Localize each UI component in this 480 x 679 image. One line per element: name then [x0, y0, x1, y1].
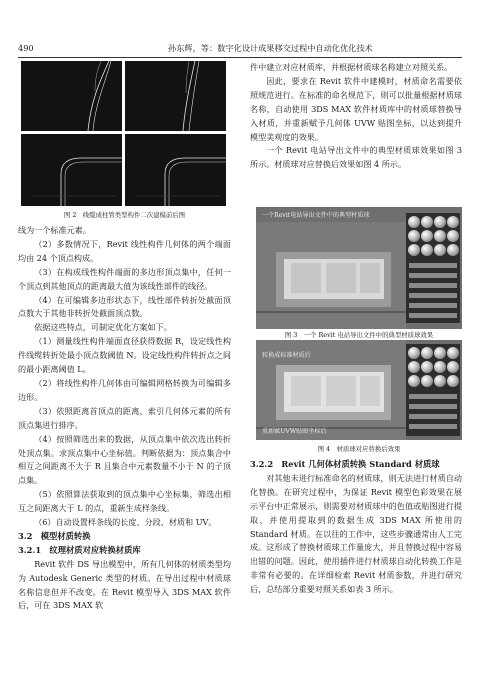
figure-4-overlay-label-top: 转换成标准材质后 [262, 352, 311, 359]
subsection-heading: 3.2.2 Revit 几何体材质转换 Standard 材质球 [250, 459, 440, 469]
right-column-bottom [250, 458, 462, 597]
figure-4-overlay-label-bottom: 重新赋UVW贴图坐标后 [262, 428, 327, 435]
left-column [18, 224, 231, 613]
figure-2-caption: 图 2 线缆成柱管类型构件二次建模前后图 [63, 211, 186, 219]
material-editor-panel [406, 213, 460, 323]
paragraph: （3）依照距离首顶点的距离，索引几何体元素的所有顶点集进行排序。 [18, 405, 231, 430]
header-rule [18, 57, 462, 58]
paragraph: （3）在构成线性构件端面的多边形顶点集中，任何一个顶点到其他顶点的距离最大值为该线性部件的线径。 [18, 266, 231, 291]
section-heading: 3.2 模型材质转换 [18, 530, 91, 541]
paragraph: （2）将线性构件几何体由可编辑网格转换为可编辑多边形。 [18, 377, 231, 402]
paragraph: 对其他未进行标准命名的材质球，则无法进行材质自动化替换。在研究过程中，为保证 Revit 模型色彩效果在展示平台中正常展示，则需要对材质球中的色值或贴图进行提取，并使用提取到的数据生成 3DS MAX 所使用的 Standard 材质。在以往的工作中，这些步骤通常由人工完成。这形成了替换材质球工作量庞大，并且替换过程中容易出错的问题。因此，使用插件进行材质球自动化转换工作是非常有必要的。在详细检索 Revit 材质参数，并进行研究后，总结部分重要对照关系如表 3 所示。 [250, 472, 462, 595]
material-editor-panel [406, 344, 460, 436]
paragraph: （6）自动设置样条线的长度、分段、材质和 UV。 [34, 517, 217, 528]
paragraph: 件中建立对应材质库，并根据材质球名称建立对照关系。 [250, 62, 453, 72]
figure-4-caption: 图 4 材质球对应替换后效果 [317, 445, 401, 453]
paragraph: 因此，要求在 Revit 软件中建模时，材质命名需要依照规范进行。在标准的命名规范下，则可以批量根据材质球名称，自动使用 3DS MAX 软件材质库中的材质球替换导入材质，并重新赋予几何体 UVW 贴图坐标，以达到提升模型美观度的效果。 [250, 75, 462, 142]
paragraph: （4）在可编辑多边形状态下，线性部件转折处截面顶点数大于其他非转折处截面顶点数。 [18, 294, 231, 319]
page-number: 490 [18, 43, 34, 53]
paragraph: Revit 软件 DS 导出模型中，所有几何体的材质类型均为 Autodesk Generic 类型的材质。在导出过程中材质球名称信息但并不改变。在 Revit 模型导入 3DS MAX 软件后，可在 3DS MAX 软 [18, 558, 231, 611]
paragraph: 线为一个标准元素。 [18, 225, 91, 235]
figure-2-panel-after-bottom [125, 134, 226, 206]
figure-2-panel-before-top [21, 61, 122, 131]
paragraph: 依据这些特点，可制定优化方案如下。 [34, 322, 172, 333]
subsection-heading: 3.2.1 纹理材质对应转换材质库 [18, 544, 141, 555]
figure-4-image [256, 340, 462, 440]
paragraph: （2）多数情况下，Revit 线性构件几何体的两个端面均由 24 个顶点构成。 [18, 238, 231, 263]
paragraph: 一个 Revit 电站导出文件中的典型材质球效果如图 3 所示。材质球对应替换后效果如图 4 所示。 [250, 145, 462, 170]
figure-3-image [256, 207, 462, 329]
running-title: 孙东辉，等：数字化设计成果移交过程中自动化优化技术 [168, 43, 373, 53]
figure-3-caption: 图 3 一个 Revit 电站导出文件中的典型材质球效果 [284, 331, 434, 339]
figure-2-panel-before-bottom [21, 134, 122, 206]
paragraph: （1）测量线性构件端面直径获得数据 R，设定线性构件线缆转折处最小顶点数阈值 N。设定线性构件转折点之间的最小距离阈值 L。 [18, 336, 231, 375]
paragraph: （5）依照算法获取到的顶点集中心坐标集，筛选出相互之间距离大于 L 的点，重新生成样条线。 [18, 489, 231, 514]
paragraph: （4）按照筛选出来的数据，从顶点集中依次选出转折处顶点集。求顶点集中心坐标值。判断依据为：顶点集合中相互之间距离不大于 R 且集合中元素数量不小于 N 的子顶点集。 [18, 433, 231, 486]
running-header [18, 43, 462, 57]
figure-3-overlay-label: 一个Revit电站导出文件中的典型材质球 [262, 212, 370, 219]
right-column-top [250, 61, 462, 172]
figure-2-panel-after-top [125, 61, 226, 131]
